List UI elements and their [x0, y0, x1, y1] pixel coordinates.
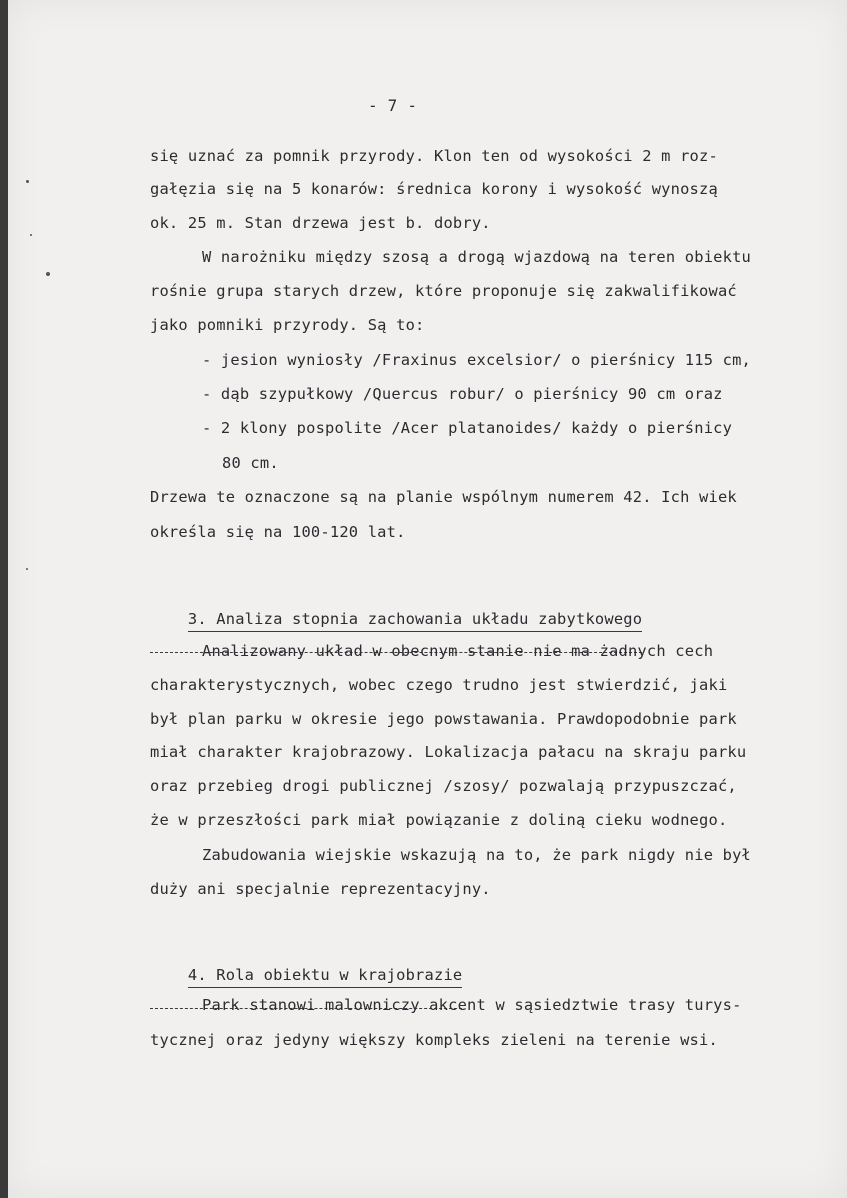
text-line: miał charakter krajobrazowy. Lokalizacja pałacu na skraju parku — [150, 743, 747, 761]
list-item: - dąb szypułkowy /Quercus robur/ o pierśnicy 90 cm oraz — [202, 385, 723, 403]
text-line: Drzewa te oznaczone są na planie wspólnym numerem 42. Ich wiek — [150, 488, 737, 506]
text-line: ok. 25 m. Stan drzewa jest b. dobry. — [150, 214, 491, 232]
text-line: był plan parku w okresie jego powstawania. Prawdopodobnie park — [150, 710, 737, 728]
text-line: określa się na 100-120 lat. — [150, 523, 406, 541]
text-line: W narożniku między szosą a drogą wjazdową na teren obiektu — [202, 248, 752, 266]
page-number: - 7 - — [368, 96, 418, 115]
text-line: Analizowany układ w obecnym stanie nie ma żadnych cech — [202, 642, 714, 660]
text-line: duży ani specjalnie reprezentacyjny. — [150, 880, 491, 898]
text-line: że w przeszłości park miał powiązanie z doliną cieku wodnego. — [150, 811, 728, 829]
paper-speck — [46, 272, 50, 276]
text-line: Park stanowi malowniczy akcent w sąsiedztwie trasy turys- — [202, 996, 742, 1014]
list-item-continuation: 80 cm. — [222, 454, 279, 472]
section-heading — [150, 592, 642, 689]
text-line: gałęzia się na 5 konarów: średnica korony i wysokość wynoszą — [150, 180, 718, 198]
text-line: jako pomniki przyrody. Są to: — [150, 316, 425, 334]
paper-speck — [26, 180, 29, 183]
text-line: Zabudowania wiejskie wskazują na to, że park nigdy nie był — [202, 846, 752, 864]
text-line: charakterystycznych, wobec czego trudno jest stwierdzić, jaki — [150, 676, 728, 694]
text-line: rośnie grupa starych drzew, które proponuje się zakwalifikować — [150, 282, 737, 300]
list-item: - jesion wyniosły /Fraxinus excelsior/ o pierśnicy 115 cm, — [202, 351, 752, 369]
paper-speck — [30, 234, 32, 236]
text-line: się uznać za pomnik przyrody. Klon ten od wysokości 2 m roz- — [150, 147, 718, 165]
text-line: oraz przebieg drogi publicznej /szosy/ pozwalają przypuszczać, — [150, 777, 737, 795]
list-item: - 2 klony pospolite /Acer platanoides/ każdy o pierśnicy — [202, 419, 733, 437]
text-line: tycznej oraz jedyny większy kompleks zieleni na terenie wsi. — [150, 1031, 718, 1049]
paper-speck — [26, 568, 28, 570]
section-heading-text: 4. Rola obiektu w krajobrazie — [188, 966, 463, 988]
section-heading-text: 3. Analiza stopnia zachowania układu zabytkowego — [188, 610, 642, 632]
